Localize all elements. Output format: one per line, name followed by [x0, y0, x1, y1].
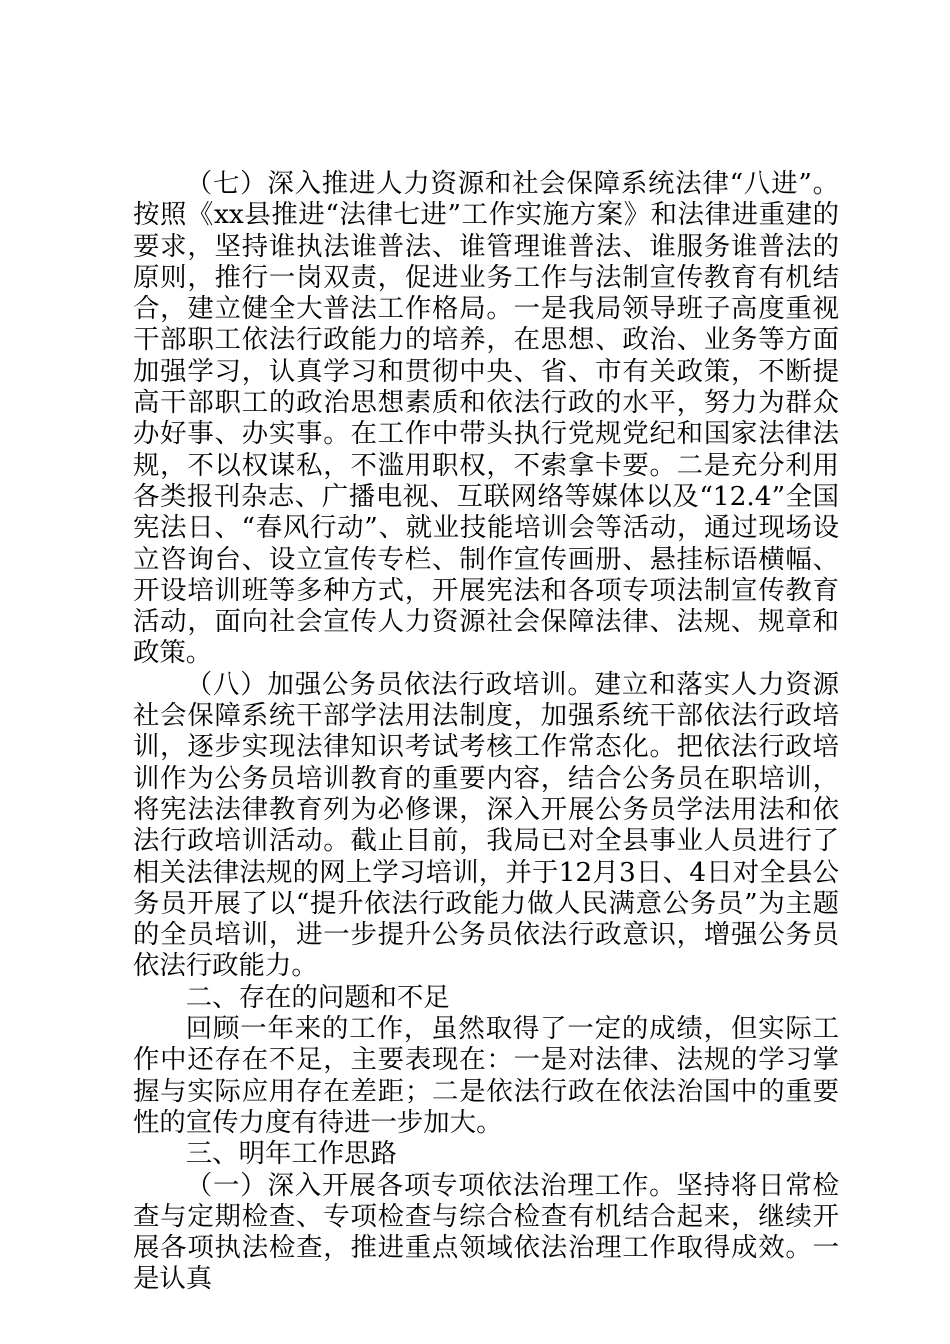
paragraph-problems: 回顾一年来的工作，虽然取得了一定的成绩，但实际工作中还存在不足，主要表现在：一是对法律、法规的学习掌握与实际应用存在差距；二是依法行政在依法治国中的重要性的宣传力度有待进一步加大。	[133, 1013, 839, 1138]
paragraph-section-seven: （七）深入推进人力资源和社会保障系统法律“八进”。按照《xx县推进“法律七进”工作实施方案》和法律进重建的要求，坚持谁执法谁普法、谁管理谁普法、谁服务谁普法的原则，推行一岗双责，促进业务工作与法制宣传教育有机结合，建立健全大普法工作格局。一是我局领导班子高度重视干部职工依法行政能力的培养，在思想、政治、业务等方面加强学习，认真学习和贯彻中央、省、市有关政策，不断提高干部职工的政治思想素质和依法行政的水平，努力为群众办好事、办实事。在工作中带头执行党规党纪和国家法律法规，不以权谋私，不滥用职权，不索拿卡要。二是充分利用各类报刊杂志、广播电视、互联网络等媒体以及“12.4”全国宪法日、“春风行动”、就业技能培训会等活动，通过现场设立咨询台、设立宣传专栏、制作宣传画册、悬挂标语横幅、开设培训班等多种方式，开展宪法和各项专项法制宣传教育活动，面向社会宣传人力资源社会保障法律、法规、规章和政策。	[133, 168, 839, 669]
paragraph-section-eight: （八）加强公务员依法行政培训。建立和落实人力资源社会保障系统干部学法用法制度，加强系统干部依法行政培训，逐步实现法律知识考试考核工作常态化。把依法行政培训作为公务员培训教育的重要内容，结合公务员在职培训，将宪法法律教育列为必修课，深入开展公务员学法用法和依法行政培训活动。截止目前，我局已对全县事业人员进行了相关法律法规的网上学习培训，并于12月3日、4日对全县公务员开展了以“提升依法行政能力做人民满意公务员”为主题的全员培训，进一步提升公务员依法行政意识，增强公务员依法行政能力。	[133, 668, 839, 982]
paragraph-plan-one: （一）深入开展各项专项依法治理工作。坚持将日常检查与定期检查、专项检查与综合检查有机结合起来，继续开展各项执法检查，推进重点领域依法治理工作取得成效。一是认真	[133, 1169, 839, 1295]
heading-problems: 二、存在的问题和不足	[185, 981, 450, 1013]
heading-next-year-plan: 三、明年工作思路	[185, 1138, 397, 1170]
document-body	[133, 168, 839, 1295]
